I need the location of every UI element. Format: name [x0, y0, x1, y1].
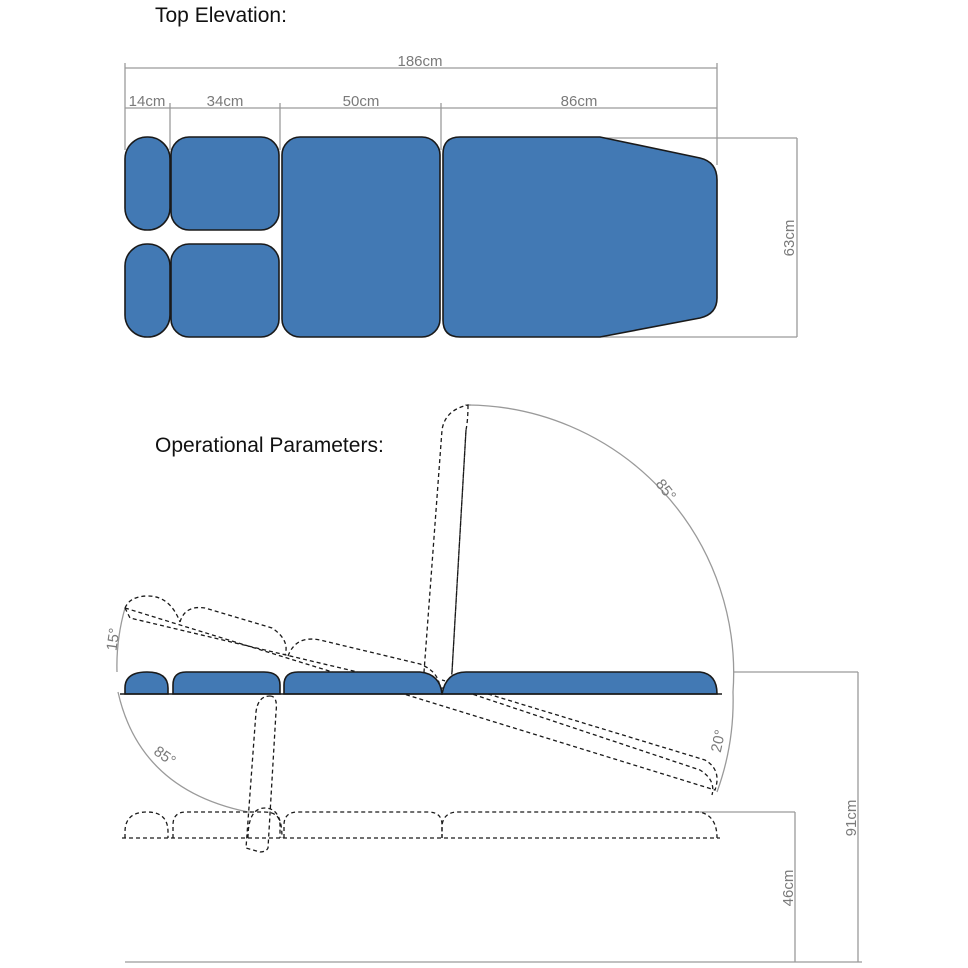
lowered-cushions-outline: [122, 808, 720, 838]
backrest-cushion: [443, 137, 717, 337]
head-cushion-lower: [125, 244, 170, 337]
side-head-cushion: [125, 672, 168, 694]
segment-back-label: 86cm: [560, 93, 598, 110]
max-height-label: 91cm: [843, 799, 860, 837]
backrest-upright-outline: [424, 405, 468, 688]
height-dimension-lines: [125, 672, 862, 962]
foot-tilt-angle-label: 15°: [103, 626, 124, 652]
leg-arc: [118, 692, 248, 812]
leg-angle-label: 85°: [150, 742, 179, 770]
leg-cushion-upper: [171, 137, 279, 230]
width-label: 63cm: [781, 219, 798, 257]
segment-head-label: 14cm: [128, 93, 166, 110]
side-backrest-cushion: [442, 672, 717, 694]
backrest-angle-label: 85°: [651, 476, 680, 505]
side-cushions: [120, 672, 722, 694]
tilted-board-outline: [125, 596, 717, 795]
operational-heading: Operational Parameters:: [155, 434, 384, 457]
segment-seat-label: 50cm: [342, 93, 380, 110]
backrest-arc: [468, 405, 734, 692]
side-leg-cushion: [173, 672, 280, 694]
min-height-label: 46cm: [780, 869, 797, 907]
top-cushions: [125, 137, 717, 337]
seat-tilt-angle-label: 20°: [707, 728, 730, 754]
head-cushion-upper: [125, 137, 170, 230]
top-elevation-heading: Top Elevation:: [155, 4, 287, 27]
seat-cushion: [282, 137, 440, 337]
leg-cushion-lower: [171, 244, 279, 337]
total-length-label: 186cm: [397, 53, 443, 70]
segment-legs-label: 34cm: [206, 93, 244, 110]
legrest-lowered-outline: [246, 696, 276, 852]
side-seat-cushion: [284, 672, 442, 694]
